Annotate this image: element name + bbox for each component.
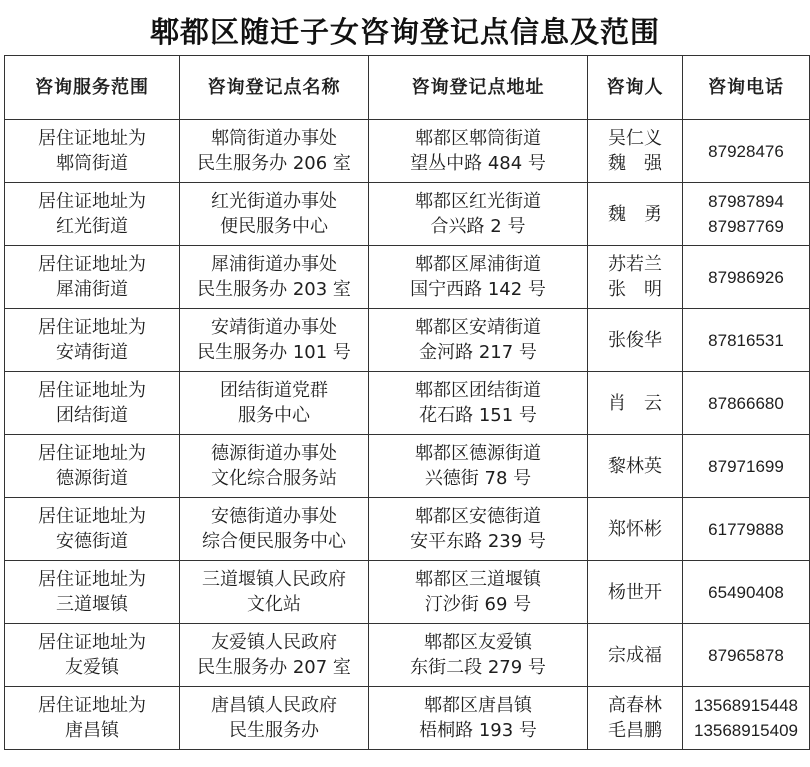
scope-cell-line: 居住证地址为 xyxy=(38,695,146,716)
header-contact: 咨询人 xyxy=(588,56,683,120)
phone-cell-line: 87987894 xyxy=(708,192,784,211)
contact-cell xyxy=(588,120,683,183)
scope-cell-line: 犀浦街道 xyxy=(56,279,128,300)
phone-cell xyxy=(683,687,810,750)
site-name-cell xyxy=(180,246,369,309)
header-address: 咨询登记点地址 xyxy=(369,56,588,120)
scope-cell-line: 德源街道 xyxy=(56,468,128,489)
scope-cell-line: 居住证地址为 xyxy=(38,569,146,590)
address-cell xyxy=(369,246,588,309)
address-cell xyxy=(369,498,588,561)
site-name-cell-line: 团结街道党群 xyxy=(220,380,328,401)
address-cell xyxy=(369,372,588,435)
phone-cell-line: 61779888 xyxy=(708,519,784,539)
site-name-cell xyxy=(180,309,369,372)
address-cell-line: 汀沙街 69 号 xyxy=(424,594,532,615)
site-name-cell xyxy=(180,372,369,435)
site-name-cell-line: 安德街道办事处 xyxy=(211,506,337,527)
address-cell xyxy=(369,309,588,372)
contact-cell-line: 高春林 xyxy=(608,695,662,716)
site-name-cell-line: 红光街道办事处 xyxy=(211,191,337,212)
address-cell-line: 郫都区唐昌镇 xyxy=(424,695,532,716)
site-name-cell-line: 唐昌镇人民政府 xyxy=(211,695,337,716)
contact-cell-line: 杨世开 xyxy=(608,581,662,603)
address-cell-line: 国宁西路 142 号 xyxy=(410,279,546,300)
contact-cell xyxy=(588,624,683,687)
scope-cell-line: 居住证地址为 xyxy=(38,632,146,653)
scope-cell xyxy=(5,120,180,183)
table-header xyxy=(5,56,810,120)
address-cell xyxy=(369,624,588,687)
scope-cell xyxy=(5,498,180,561)
address-cell xyxy=(369,183,588,246)
contact-cell xyxy=(588,435,683,498)
contact-cell xyxy=(588,687,683,750)
phone-cell xyxy=(683,498,810,561)
contact-cell xyxy=(588,372,683,435)
table-row xyxy=(5,309,810,372)
scope-cell xyxy=(5,435,180,498)
address-cell-line: 梧桐路 193 号 xyxy=(419,720,537,741)
site-name-cell-line: 便民服务中心 xyxy=(220,216,328,237)
contact-cell-line: 苏若兰 xyxy=(608,254,662,275)
site-name-cell-line: 德源街道办事处 xyxy=(211,443,337,464)
scope-cell xyxy=(5,687,180,750)
phone-cell-line: 87816531 xyxy=(708,330,784,350)
site-name-cell-line: 民生服务办 206 室 xyxy=(197,153,351,174)
scope-cell-line: 红光街道 xyxy=(56,216,128,237)
header-phone: 咨询电话 xyxy=(683,56,810,120)
phone-cell-line: 87987769 xyxy=(708,217,784,236)
phone-cell xyxy=(683,624,810,687)
address-cell-line: 东街二段 279 号 xyxy=(410,657,546,678)
scope-cell-line: 郫筒街道 xyxy=(56,153,128,174)
scope-cell xyxy=(5,309,180,372)
phone-cell-line: 87986926 xyxy=(708,267,784,287)
address-cell-line: 郫都区德源街道 xyxy=(415,443,541,464)
site-name-cell xyxy=(180,120,369,183)
table-row xyxy=(5,120,810,183)
site-name-cell-line: 友爱镇人民政府 xyxy=(211,632,337,653)
phone-cell xyxy=(683,435,810,498)
phone-cell xyxy=(683,372,810,435)
address-cell-line: 望丛中路 484 号 xyxy=(410,153,546,174)
site-name-cell-line: 犀浦街道办事处 xyxy=(211,254,337,275)
table-row xyxy=(5,498,810,561)
table-row xyxy=(5,183,810,246)
contact-cell xyxy=(588,183,683,246)
site-name-cell xyxy=(180,183,369,246)
site-name-cell-line: 郫筒街道办事处 xyxy=(211,128,337,149)
contact-cell xyxy=(588,309,683,372)
scope-cell-line: 居住证地址为 xyxy=(38,191,146,212)
scope-cell-line: 团结街道 xyxy=(56,405,128,426)
address-cell-line: 郫都区犀浦街道 xyxy=(415,254,541,275)
contact-cell-line: 毛昌鹏 xyxy=(608,720,662,741)
table-row xyxy=(5,246,810,309)
table-row xyxy=(5,687,810,750)
site-name-cell-line: 服务中心 xyxy=(238,405,310,426)
contact-cell-line: 魏 强 xyxy=(608,153,662,174)
phone-cell xyxy=(683,309,810,372)
address-cell xyxy=(369,435,588,498)
scope-cell-line: 居住证地址为 xyxy=(38,254,146,275)
scope-cell-line: 唐昌镇 xyxy=(65,720,119,741)
header-name: 咨询登记点名称 xyxy=(180,56,369,120)
address-cell-line: 郫都区郫筒街道 xyxy=(415,128,541,149)
contact-cell-line: 魏 勇 xyxy=(608,203,662,225)
contact-cell-line: 张俊华 xyxy=(608,329,662,351)
scope-cell-line: 居住证地址为 xyxy=(38,128,146,149)
phone-cell-line: 65490408 xyxy=(708,582,784,602)
site-name-cell xyxy=(180,624,369,687)
site-name-cell xyxy=(180,561,369,624)
site-name-cell-line: 综合便民服务中心 xyxy=(202,531,346,552)
contact-cell xyxy=(588,498,683,561)
scope-cell-line: 安德街道 xyxy=(56,531,128,552)
scope-cell-line: 三道堰镇 xyxy=(56,594,128,615)
site-name-cell-line: 民生服务办 xyxy=(229,720,319,741)
contact-cell-line: 黎林英 xyxy=(608,455,662,477)
site-name-cell xyxy=(180,435,369,498)
address-cell-line: 合兴路 2 号 xyxy=(430,216,526,237)
contact-cell-line: 张 明 xyxy=(608,279,662,300)
phone-cell-line: 13568915448 xyxy=(693,696,798,715)
contact-cell xyxy=(588,246,683,309)
site-name-cell-line: 文化站 xyxy=(247,594,301,615)
phone-cell-line: 87928476 xyxy=(708,141,784,161)
site-name-cell-line: 文化综合服务站 xyxy=(211,468,337,489)
phone-cell xyxy=(683,246,810,309)
contact-cell-line: 吴仁义 xyxy=(608,128,662,149)
table-row xyxy=(5,372,810,435)
address-cell-line: 郫都区友爱镇 xyxy=(424,632,532,653)
scope-cell-line: 安靖街道 xyxy=(56,342,128,363)
registration-table xyxy=(4,55,810,750)
address-cell-line: 郫都区安德街道 xyxy=(415,506,541,527)
scope-cell xyxy=(5,624,180,687)
address-cell-line: 郫都区团结街道 xyxy=(415,380,541,401)
phone-cell xyxy=(683,183,810,246)
page-title: 郫都区随迁子女咨询登记点信息及范围 xyxy=(149,15,660,49)
contact-cell xyxy=(588,561,683,624)
phone-cell-line: 87866680 xyxy=(708,393,784,413)
table-row xyxy=(5,435,810,498)
address-cell-line: 安平东路 239 号 xyxy=(410,531,546,552)
scope-cell-line: 友爱镇 xyxy=(65,657,119,678)
scope-cell-line: 居住证地址为 xyxy=(38,443,146,464)
site-name-cell-line: 三道堰镇人民政府 xyxy=(202,569,346,590)
site-name-cell-line: 民生服务办 203 室 xyxy=(197,279,351,300)
site-name-cell-line: 民生服务办 207 室 xyxy=(197,657,351,678)
address-cell-line: 花石路 151 号 xyxy=(419,405,537,426)
address-cell-line: 兴德街 78 号 xyxy=(424,468,532,489)
address-cell-line: 郫都区安靖街道 xyxy=(415,317,541,338)
table-row xyxy=(5,624,810,687)
contact-cell-line: 郑怀彬 xyxy=(608,518,662,540)
table-body xyxy=(5,120,810,750)
site-name-cell xyxy=(180,498,369,561)
scope-cell-line: 居住证地址为 xyxy=(38,317,146,338)
header-row xyxy=(5,56,810,120)
site-name-cell-line: 安靖街道办事处 xyxy=(211,317,337,338)
scope-cell xyxy=(5,246,180,309)
scope-cell xyxy=(5,183,180,246)
site-name-cell-line: 民生服务办 101 号 xyxy=(197,342,351,363)
contact-cell-line: 宗成福 xyxy=(608,644,662,666)
scope-cell-line: 居住证地址为 xyxy=(38,380,146,401)
scope-cell-line: 居住证地址为 xyxy=(38,506,146,527)
address-cell-line: 郫都区红光街道 xyxy=(415,191,541,212)
table-row xyxy=(5,561,810,624)
address-cell xyxy=(369,561,588,624)
scope-cell xyxy=(5,561,180,624)
phone-cell-line: 87965878 xyxy=(708,645,784,665)
contact-cell-line: 肖 云 xyxy=(608,392,662,414)
address-cell xyxy=(369,120,588,183)
address-cell-line: 金河路 217 号 xyxy=(419,342,537,363)
header-scope: 咨询服务范围 xyxy=(5,56,180,120)
site-name-cell xyxy=(180,687,369,750)
address-cell xyxy=(369,687,588,750)
phone-cell xyxy=(683,120,810,183)
address-cell-line: 郫都区三道堰镇 xyxy=(415,569,541,590)
phone-cell-line: 13568915409 xyxy=(693,721,798,740)
scope-cell xyxy=(5,372,180,435)
phone-cell-line: 87971699 xyxy=(708,456,784,476)
phone-cell xyxy=(683,561,810,624)
